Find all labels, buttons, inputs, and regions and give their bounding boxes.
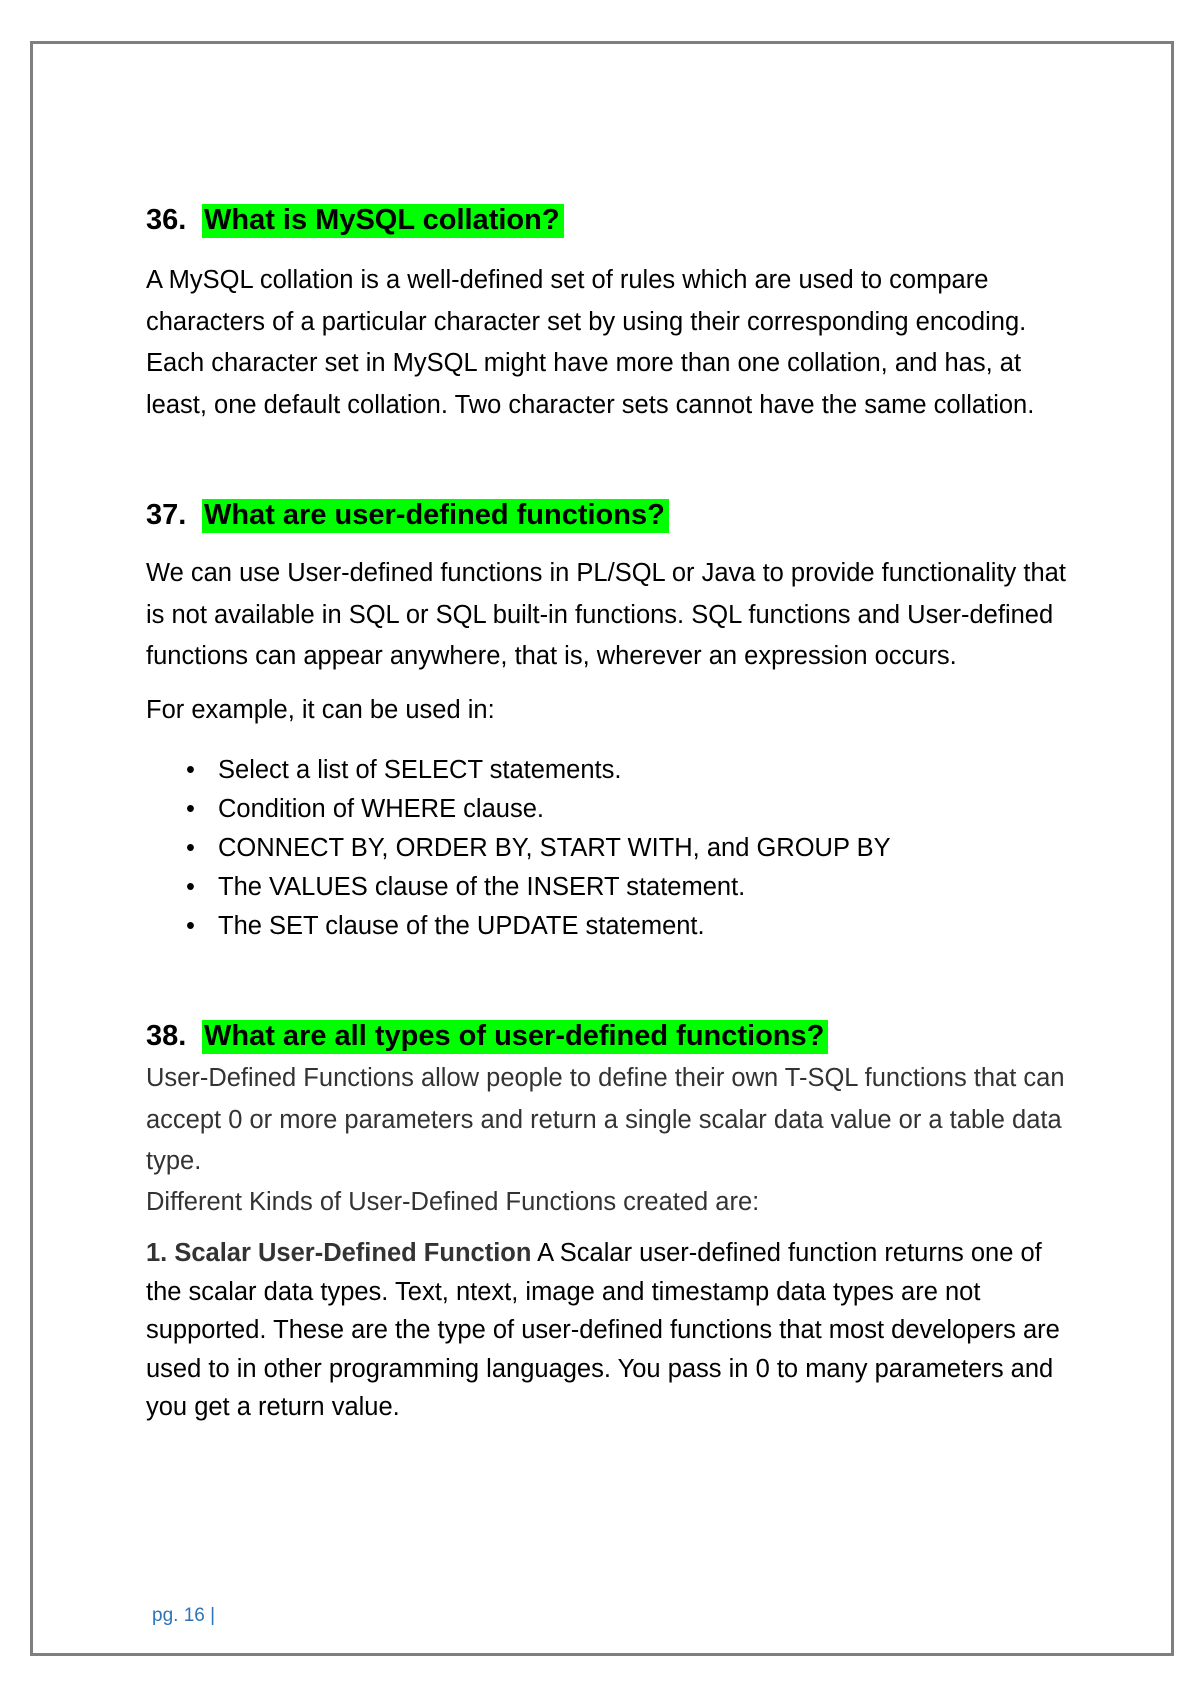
list-item-text: The VALUES clause of the INSERT statement. bbox=[218, 873, 746, 901]
question-36-title: What is MySQL collation? bbox=[202, 204, 564, 238]
question-37-number: 37. bbox=[146, 499, 187, 531]
list-item bbox=[146, 829, 1076, 868]
question-37-bullet-list bbox=[146, 751, 1076, 946]
bullet-icon: • bbox=[186, 756, 195, 784]
list-item bbox=[146, 868, 1076, 907]
question-37-example-intro: For example, it can be used in: bbox=[146, 695, 495, 724]
list-item bbox=[146, 790, 1076, 829]
question-38-title: What are all types of user-defined functions? bbox=[202, 1020, 828, 1054]
question-36 bbox=[146, 200, 1076, 426]
bullet-icon: • bbox=[186, 834, 195, 862]
question-38-item-1 bbox=[146, 1234, 1076, 1427]
page-number-footer: pg. 16 | bbox=[152, 1605, 216, 1626]
question-37-heading bbox=[146, 495, 1076, 535]
question-38-answer: User-Defined Functions allow people to define their own T-SQL functions that can accept 0 or more parameters and return a single scalar data value or a table data type. bbox=[146, 1064, 1065, 1175]
list-item-text: CONNECT BY, ORDER BY, START WITH, and GROUP BY bbox=[218, 834, 891, 862]
question-38-number: 38. bbox=[146, 1020, 187, 1052]
item-1-lead: 1. Scalar User-Defined Function bbox=[146, 1239, 532, 1267]
bullet-icon: • bbox=[186, 912, 195, 940]
document-body bbox=[146, 200, 1076, 1427]
bullet-icon: • bbox=[186, 795, 195, 823]
question-37 bbox=[146, 495, 1076, 946]
question-36-answer: A MySQL collation is a well-defined set of rules which are used to compare characters of a particular character set by using their corresponding encoding. Each character set in MySQL might have more than one collation, and has, at least, one default collation. Two character sets cannot have the same collation. bbox=[146, 266, 1035, 419]
question-38-kinds-intro: Different Kinds of User-Defined Functions created are: bbox=[146, 1187, 760, 1216]
list-item-text: Condition of WHERE clause. bbox=[218, 795, 544, 823]
question-36-heading bbox=[146, 200, 1076, 240]
list-item bbox=[146, 907, 1076, 946]
list-item-text: Select a list of SELECT statements. bbox=[218, 756, 622, 784]
list-item-text: The SET clause of the UPDATE statement. bbox=[218, 912, 705, 940]
question-36-number: 36. bbox=[146, 204, 187, 236]
question-38-heading bbox=[146, 1016, 1076, 1056]
question-37-title: What are user-defined functions? bbox=[202, 499, 669, 533]
question-38 bbox=[146, 1016, 1076, 1427]
question-37-answer: We can use User-defined functions in PL/SQL or Java to provide functionality that is not available in SQL or SQL built-in functions. SQL functions and User-defined functions can appear anywhere, that is, wherever an expression occurs. bbox=[146, 559, 1066, 670]
list-item bbox=[146, 751, 1076, 790]
item-1-text: A Scalar user-defined function returns one of the scalar data types. Text, ntext, image and timestamp data types are not supported. These are the type of user-defined functions that most developers are used to in other programming languages. You pass in 0 to many parameters and you get a return value. bbox=[146, 1239, 1060, 1421]
bullet-icon: • bbox=[186, 873, 195, 901]
